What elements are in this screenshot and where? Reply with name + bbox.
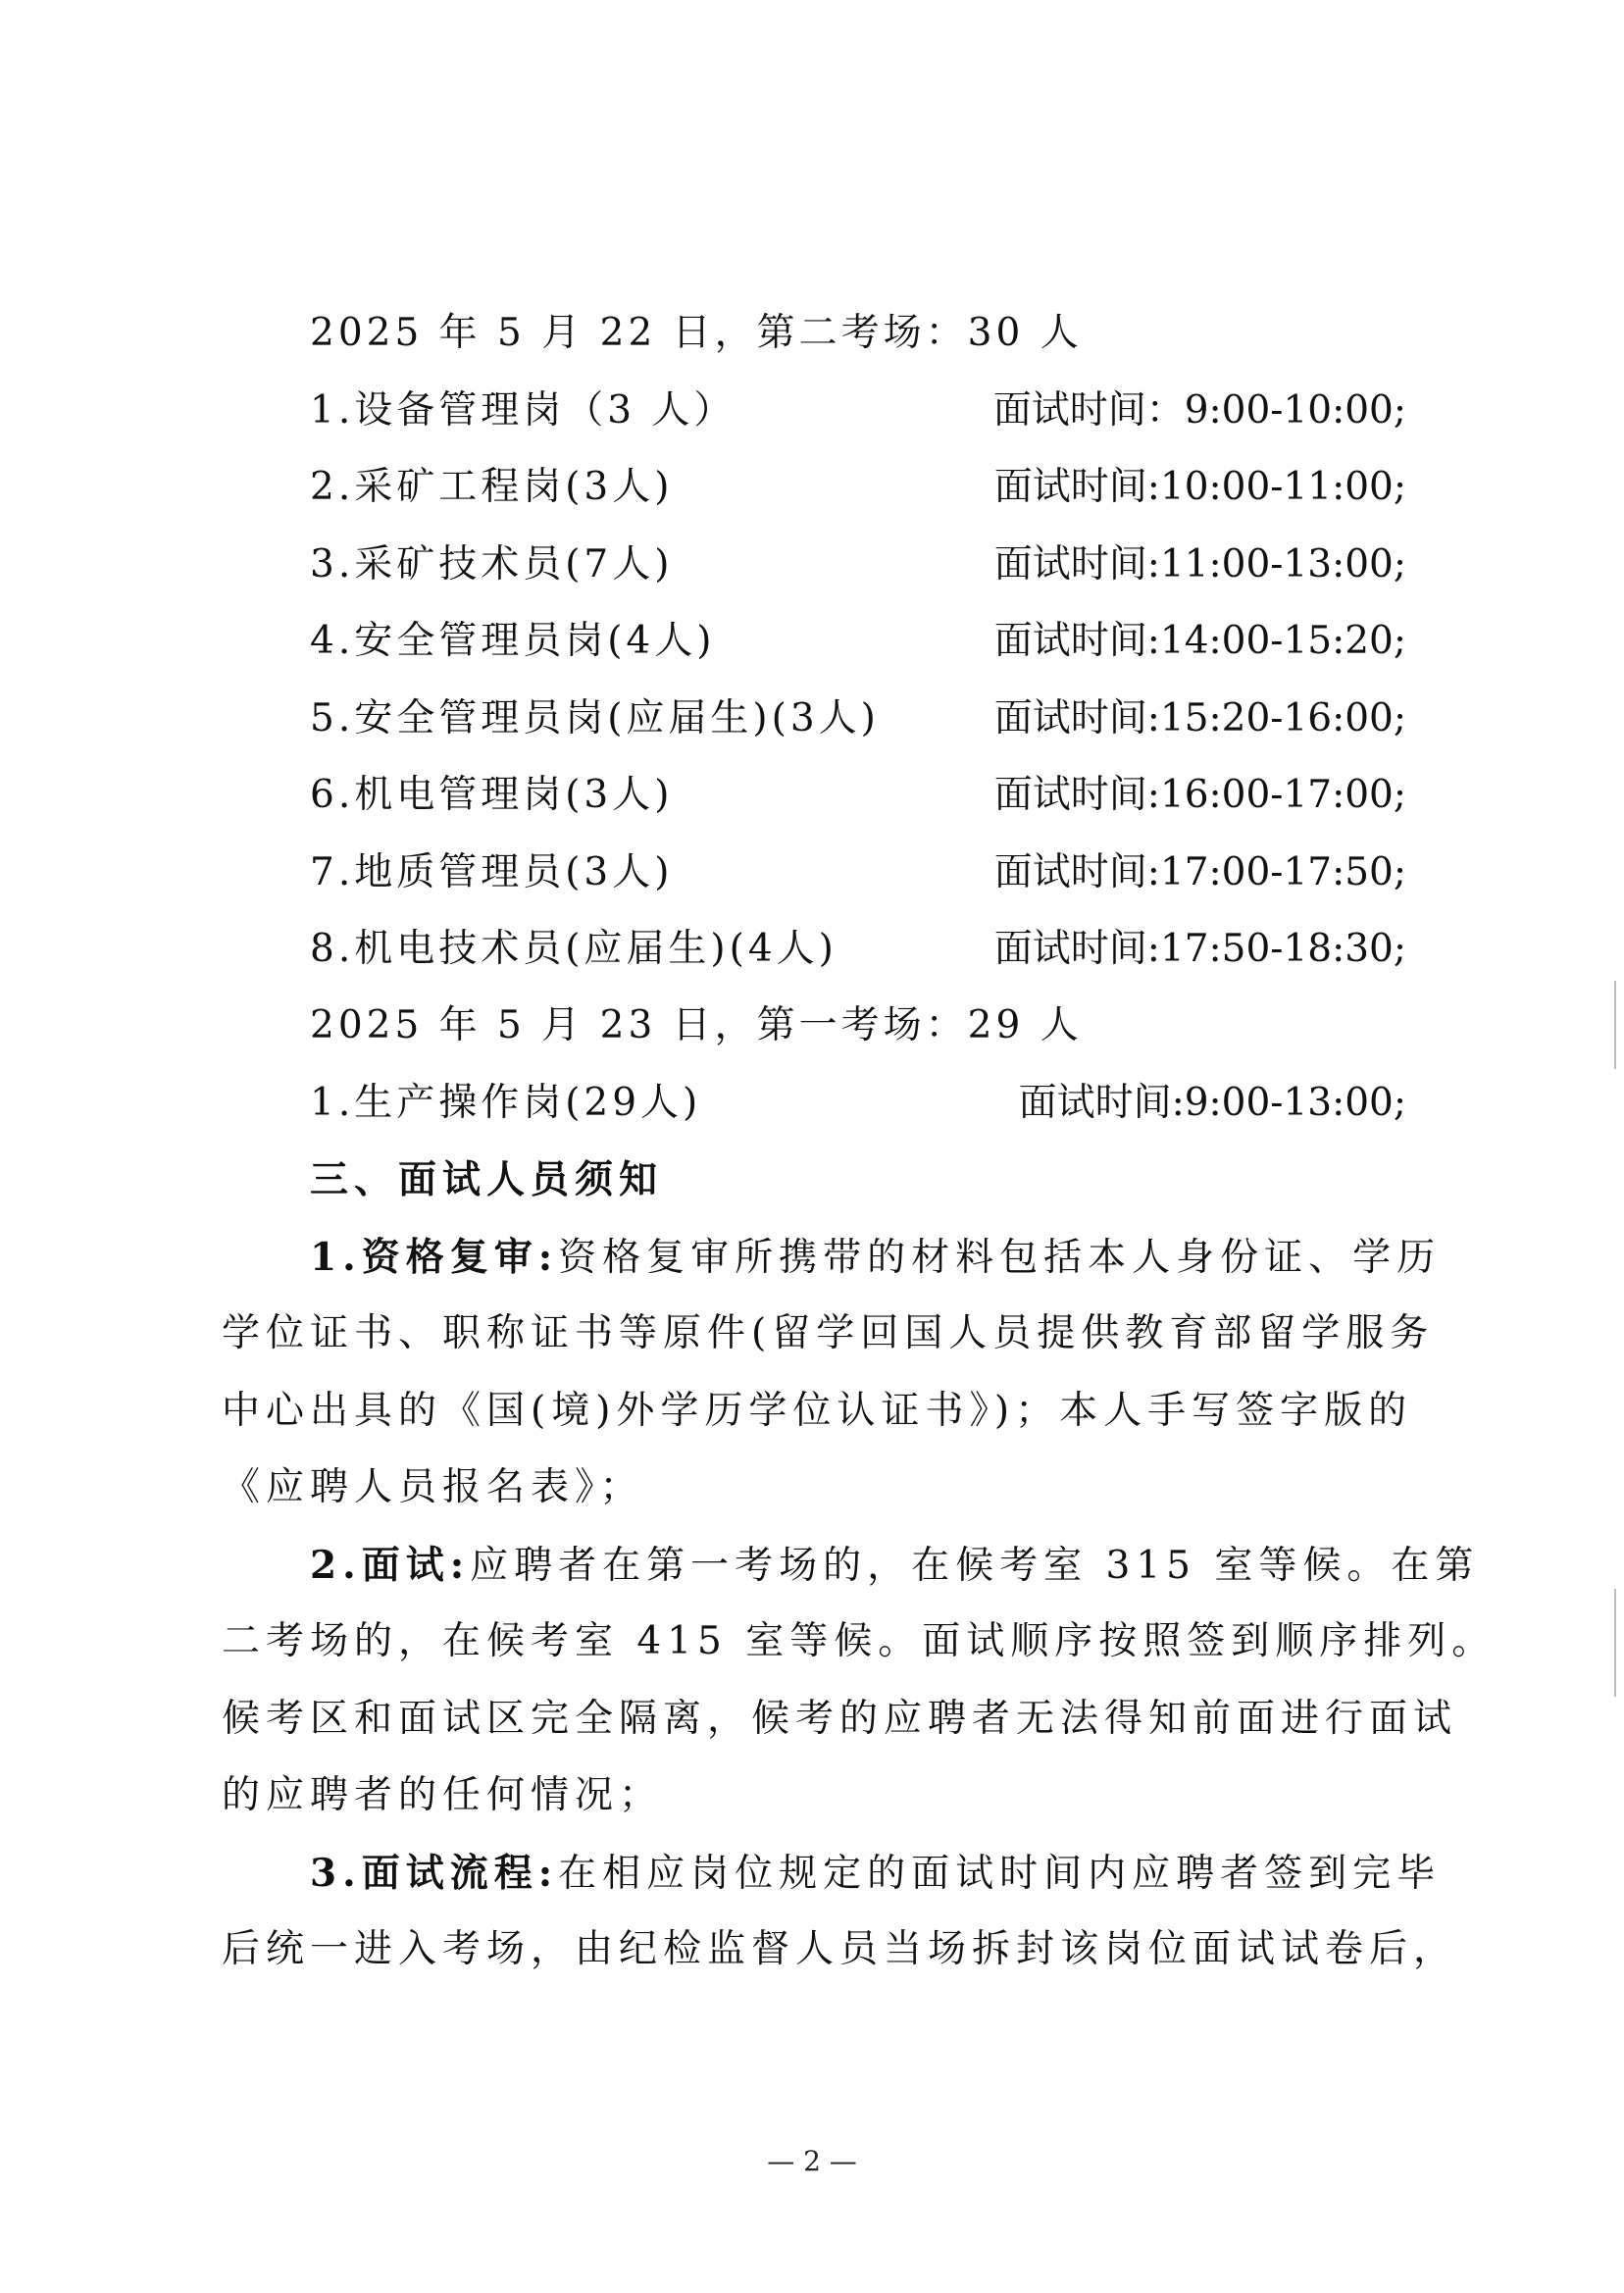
schedule-item-time: 面试时间:17:50-18:30; xyxy=(993,927,1406,971)
schedule-item-name: 6.机电管理岗(3人) xyxy=(310,773,674,817)
paragraph-line: 二考场的，在候考室 415 室等候。面试顺序按照签到顺序排列。 xyxy=(222,1619,1497,1663)
paragraph-text: 在相应岗位规定的面试时间内应聘者签到完毕 xyxy=(558,1852,1442,1896)
dateline-may-23: 2025 年 5 月 23 日，第一考场：29 人 xyxy=(310,1003,1083,1047)
section-heading: 三、面试人员须知 xyxy=(310,1157,664,1202)
paragraph-label: 3.面试流程: xyxy=(310,1851,559,1896)
schedule-item-name: 5.安全管理员岗(应届生)(3人) xyxy=(310,696,880,740)
schedule-item-name: 1.生产操作岗(29人) xyxy=(310,1081,702,1125)
paragraph-line: 候考区和面试区完全隔离，候考的应聘者无法得知前面进行面试 xyxy=(222,1697,1458,1741)
scan-edge-mark xyxy=(1614,981,1616,1069)
paragraph-line xyxy=(310,1232,1441,1284)
scan-edge-mark xyxy=(1614,1589,1616,1697)
paragraph-label: 1.资格复审: xyxy=(310,1235,559,1280)
schedule-item-time: 面试时间：9:00-10:00; xyxy=(992,388,1406,433)
schedule-item-name: 8.机电技术员(应届生)(4人) xyxy=(310,927,837,971)
paragraph-text: 资格复审所携带的材料包括本人身份证、学历 xyxy=(558,1236,1442,1280)
schedule-item-time: 面试时间:17:00-17:50; xyxy=(993,850,1406,894)
schedule-item-name: 2.采矿工程岗(3人) xyxy=(310,465,674,509)
schedule-item-time: 面试时间:11:00-13:00; xyxy=(993,542,1406,586)
paragraph-line: 后统一进入考场，由纪检监督人员当场拆封该岗位面试试卷后， xyxy=(222,1927,1458,1971)
schedule-item-name: 7.地质管理员(3人) xyxy=(310,850,674,894)
schedule-item-time: 面试时间:14:00-15:20; xyxy=(993,619,1406,663)
paragraph-line xyxy=(310,1848,1441,1900)
page-number: — 2 — xyxy=(767,2145,857,2177)
schedule-item-name: 3.采矿技术员(7人) xyxy=(310,542,674,586)
paragraph-line: 中心出具的《国(境)外学历学位认证书》)；本人手写签字版的 xyxy=(222,1389,1413,1433)
schedule-item-time: 面试时间:15:20-16:00; xyxy=(993,696,1406,740)
paragraph-line: 的应聘者的任何情况； xyxy=(222,1773,664,1817)
paragraph-label: 2.面试: xyxy=(310,1543,471,1588)
paragraph-line: 《应聘人员报名表》； xyxy=(222,1465,644,1509)
schedule-item-name: 4.安全管理员岗(4人) xyxy=(310,619,716,663)
paragraph-line xyxy=(310,1540,1479,1592)
schedule-item-name: 1.设备管理岗（3 人） xyxy=(310,388,736,433)
schedule-item-time: 面试时间:9:00-13:00; xyxy=(1018,1081,1406,1125)
schedule-item-time: 面试时间:16:00-17:00; xyxy=(993,773,1406,817)
paragraph-text: 应聘者在第一考场的，在候考室 315 室等候。在第 xyxy=(470,1544,1480,1588)
paragraph-line: 学位证书、职称证书等原件(留学回国人员提供教育部留学服务 xyxy=(222,1311,1435,1355)
dateline-may-22: 2025 年 5 月 22 日，第二考场：30 人 xyxy=(310,311,1083,355)
schedule-item-time: 面试时间:10:00-11:00; xyxy=(993,465,1406,509)
